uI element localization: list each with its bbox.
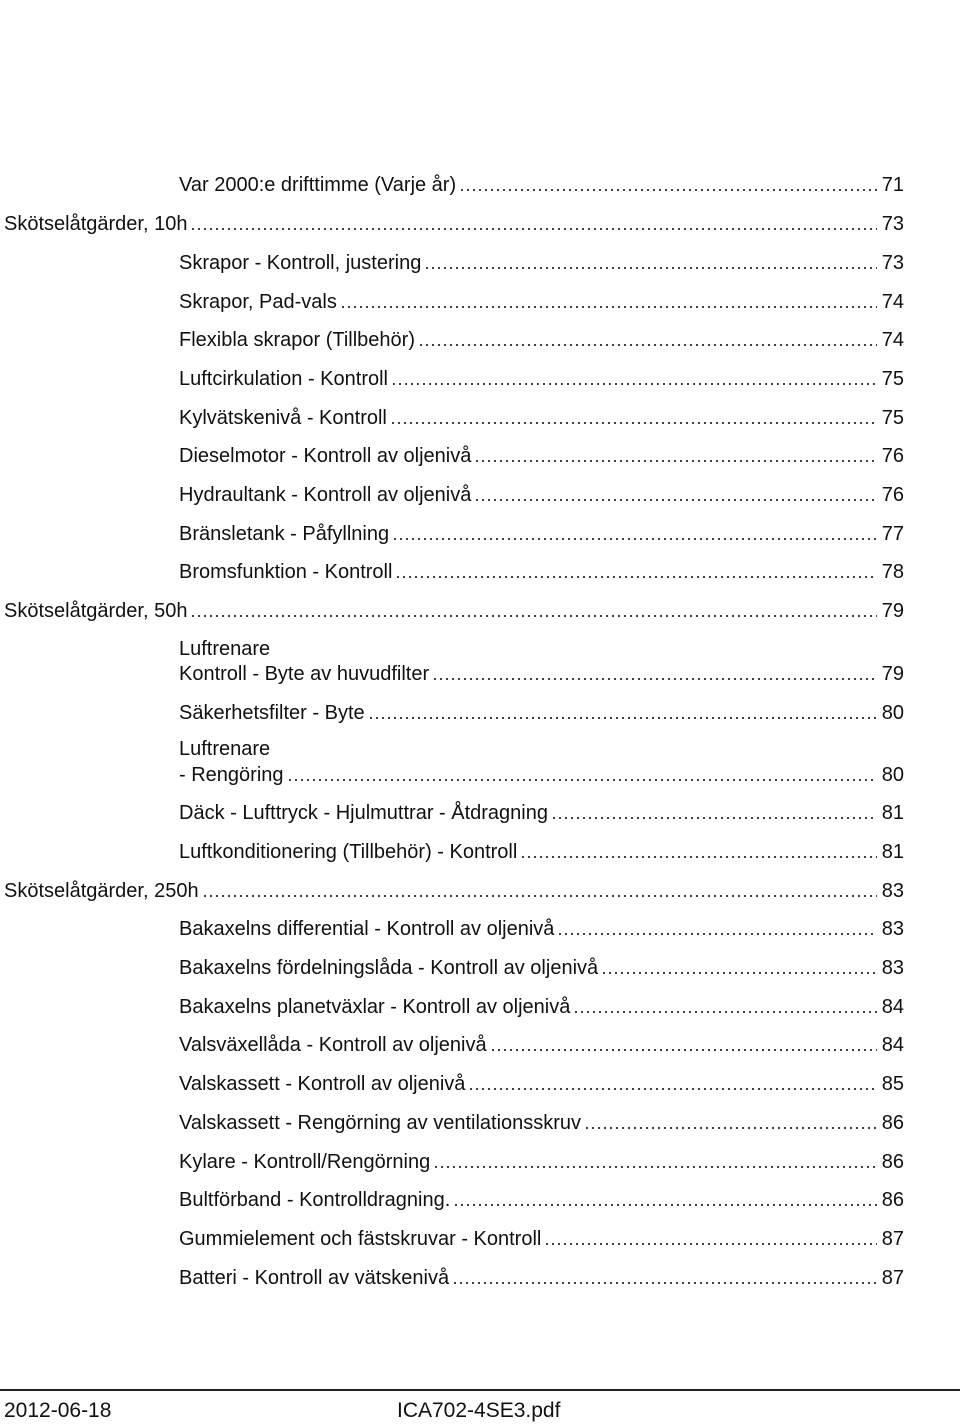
toc-entry-page: 85 <box>881 1073 904 1095</box>
toc-entry-page: 84 <box>881 996 904 1018</box>
toc-entry-title: Flexibla skrapor (Tillbehör) <box>179 329 415 351</box>
toc-leader-dots <box>490 1048 877 1052</box>
toc-entry[interactable] <box>179 761 904 787</box>
toc-entry-title: Kylare - Kontroll/Rengörning <box>179 1151 431 1173</box>
toc-entry-title: Valskassett - Rengörning av ventilationsskruv <box>179 1112 582 1134</box>
toc-entry-page: 75 <box>881 368 904 390</box>
toc-leader-dots <box>418 343 877 347</box>
toc-leader-dots <box>368 716 877 720</box>
toc-leader-dots <box>392 537 877 541</box>
toc-entry[interactable] <box>179 288 904 314</box>
toc-entry[interactable] <box>179 699 904 725</box>
toc-entry[interactable] <box>179 660 904 686</box>
toc-entry[interactable] <box>179 171 904 197</box>
toc-entry-title: Var 2000:e drifttimme (Varje år) <box>179 174 457 196</box>
toc-entry[interactable] <box>179 249 904 275</box>
toc-entry[interactable] <box>179 799 904 825</box>
toc-entry-page: 76 <box>881 484 904 506</box>
toc-leader-dots <box>287 778 877 782</box>
toc-entry-page: 71 <box>881 174 904 196</box>
toc-entry-page: 81 <box>881 802 904 824</box>
toc-entry[interactable] <box>179 404 904 430</box>
toc-section-entry[interactable] <box>4 210 904 236</box>
toc-leader-dots <box>601 971 877 975</box>
toc-entry-title: Bränsletank - Påfyllning <box>179 523 390 545</box>
toc-entry-page: 86 <box>881 1189 904 1211</box>
toc-leader-dots <box>544 1242 877 1246</box>
toc-entry-page: 80 <box>881 702 904 724</box>
toc-entry[interactable] <box>179 1070 904 1096</box>
toc-entry-title: Valsväxellåda - Kontroll av oljenivå <box>179 1034 487 1056</box>
toc-entry[interactable] <box>179 1148 904 1174</box>
toc-entry-heading: Luftrenare <box>179 638 271 660</box>
toc-leader-dots <box>520 855 877 859</box>
footer-date: 2012-06-18 <box>4 1399 112 1422</box>
toc-leader-dots <box>395 575 877 579</box>
toc-entry-title: Dieselmotor - Kontroll av oljenivå <box>179 445 472 467</box>
toc-entry-title: Valskassett - Kontroll av oljenivå <box>179 1073 466 1095</box>
toc-leader-dots <box>468 1087 877 1091</box>
footer-divider <box>0 1389 960 1391</box>
toc-entry-title: Bakaxelns fördelningslåda - Kontroll av oljenivå <box>179 957 599 979</box>
toc-entry-page: 78 <box>881 561 904 583</box>
toc-entry-title: Skrapor - Kontroll, justering <box>179 252 422 274</box>
toc-entry-title: Luftkonditionering (Tillbehör) - Kontroll <box>179 841 518 863</box>
page-footer <box>0 1389 960 1425</box>
toc-entry-page: 87 <box>881 1267 904 1289</box>
toc-entry[interactable] <box>179 520 904 546</box>
toc-entry-title: Luftcirkulation - Kontroll <box>179 368 388 390</box>
toc-entry-page: 73 <box>881 213 904 235</box>
toc-entry[interactable] <box>179 1264 904 1290</box>
toc-leader-dots <box>390 421 877 425</box>
toc-entry-page: 79 <box>881 663 904 685</box>
toc-entry-page: 74 <box>881 291 904 313</box>
toc-entry[interactable] <box>179 442 904 468</box>
toc-entry-page: 87 <box>881 1228 904 1250</box>
toc-entry-title: Bromsfunktion - Kontroll <box>179 561 393 583</box>
toc-leader-dots <box>474 498 877 502</box>
toc-entry-page: 83 <box>881 957 904 979</box>
toc-leader-dots <box>432 677 877 681</box>
toc-leader-dots <box>557 932 877 936</box>
toc-entry[interactable] <box>179 838 904 864</box>
toc-leader-dots <box>433 1165 877 1169</box>
toc-leader-dots <box>459 188 877 192</box>
toc-entry-page: 81 <box>881 841 904 863</box>
toc-entry-page: 86 <box>881 1112 904 1134</box>
toc-entry-title: Gummielement och fästskruvar - Kontroll <box>179 1228 542 1250</box>
toc-leader-dots <box>190 614 877 618</box>
toc-entry-heading: Luftrenare <box>179 738 271 760</box>
toc-entry-page: 75 <box>881 407 904 429</box>
toc-entry-title: Kontroll - Byte av huvudfilter <box>179 663 430 685</box>
toc-entry-page: 83 <box>881 918 904 940</box>
toc-section-entry[interactable] <box>4 597 904 623</box>
toc-entry-title: Skötselåtgärder, 250h <box>4 880 199 902</box>
toc-entry-page: 83 <box>881 880 904 902</box>
toc-entry[interactable] <box>179 558 904 584</box>
toc-entry[interactable] <box>179 326 904 352</box>
toc-entry-page: 84 <box>881 1034 904 1056</box>
toc-entry-page: 73 <box>881 252 904 274</box>
toc-leader-dots <box>424 266 877 270</box>
toc-entry-title: Skötselåtgärder, 50h <box>4 600 188 622</box>
toc-leader-dots <box>453 1203 877 1207</box>
toc-entry-title: Bakaxelns differential - Kontroll av oljenivå <box>179 918 555 940</box>
toc-entry-title: Batteri - Kontroll av vätskenivå <box>179 1267 450 1289</box>
toc-section-entry[interactable] <box>4 877 904 903</box>
toc-leader-dots <box>452 1281 877 1285</box>
toc-entry-title: Hydraultank - Kontroll av oljenivå <box>179 484 472 506</box>
toc-entry-title: Bultförband - Kontrolldragning. <box>179 1189 451 1211</box>
footer-filename: ICA702-4SE3.pdf <box>397 1399 561 1422</box>
toc-leader-dots <box>391 382 877 386</box>
toc-entry-title: Bakaxelns planetväxlar - Kontroll av oljenivå <box>179 996 571 1018</box>
toc-entry[interactable] <box>179 1031 904 1057</box>
toc-entry[interactable] <box>179 954 904 980</box>
toc-entry[interactable] <box>179 1186 904 1212</box>
toc-entry-page: 80 <box>881 764 904 786</box>
toc-leader-dots <box>190 227 877 231</box>
toc-entry[interactable] <box>179 481 904 507</box>
toc-leader-dots <box>573 1010 877 1014</box>
toc-entry[interactable] <box>179 993 904 1019</box>
toc-entry-page: 76 <box>881 445 904 467</box>
toc-entry-page: 79 <box>881 600 904 622</box>
toc-entry[interactable] <box>179 915 904 941</box>
toc-entry-title: - Rengöring <box>179 764 284 786</box>
toc-entry-title: Däck - Lufttryck - Hjulmuttrar - Åtdragning <box>179 802 548 824</box>
toc-leader-dots <box>340 305 877 309</box>
toc-leader-dots <box>202 894 877 898</box>
toc-leader-dots <box>551 816 877 820</box>
toc-entry-title: Skrapor, Pad-vals <box>179 291 337 313</box>
toc-entry[interactable] <box>179 365 904 391</box>
toc-leader-dots <box>584 1126 877 1130</box>
toc-entry-title: Kylvätskenivå - Kontroll <box>179 407 387 429</box>
toc-leader-dots <box>474 459 877 463</box>
toc-entry-page: 86 <box>881 1151 904 1173</box>
toc-entry-page: 74 <box>881 329 904 351</box>
toc-entry-title: Skötselåtgärder, 10h <box>4 213 188 235</box>
toc-entry-title: Säkerhetsfilter - Byte <box>179 702 365 724</box>
toc-entry[interactable] <box>179 1109 904 1135</box>
toc-entry[interactable] <box>179 1225 904 1251</box>
toc-entry-page: 77 <box>881 523 904 545</box>
